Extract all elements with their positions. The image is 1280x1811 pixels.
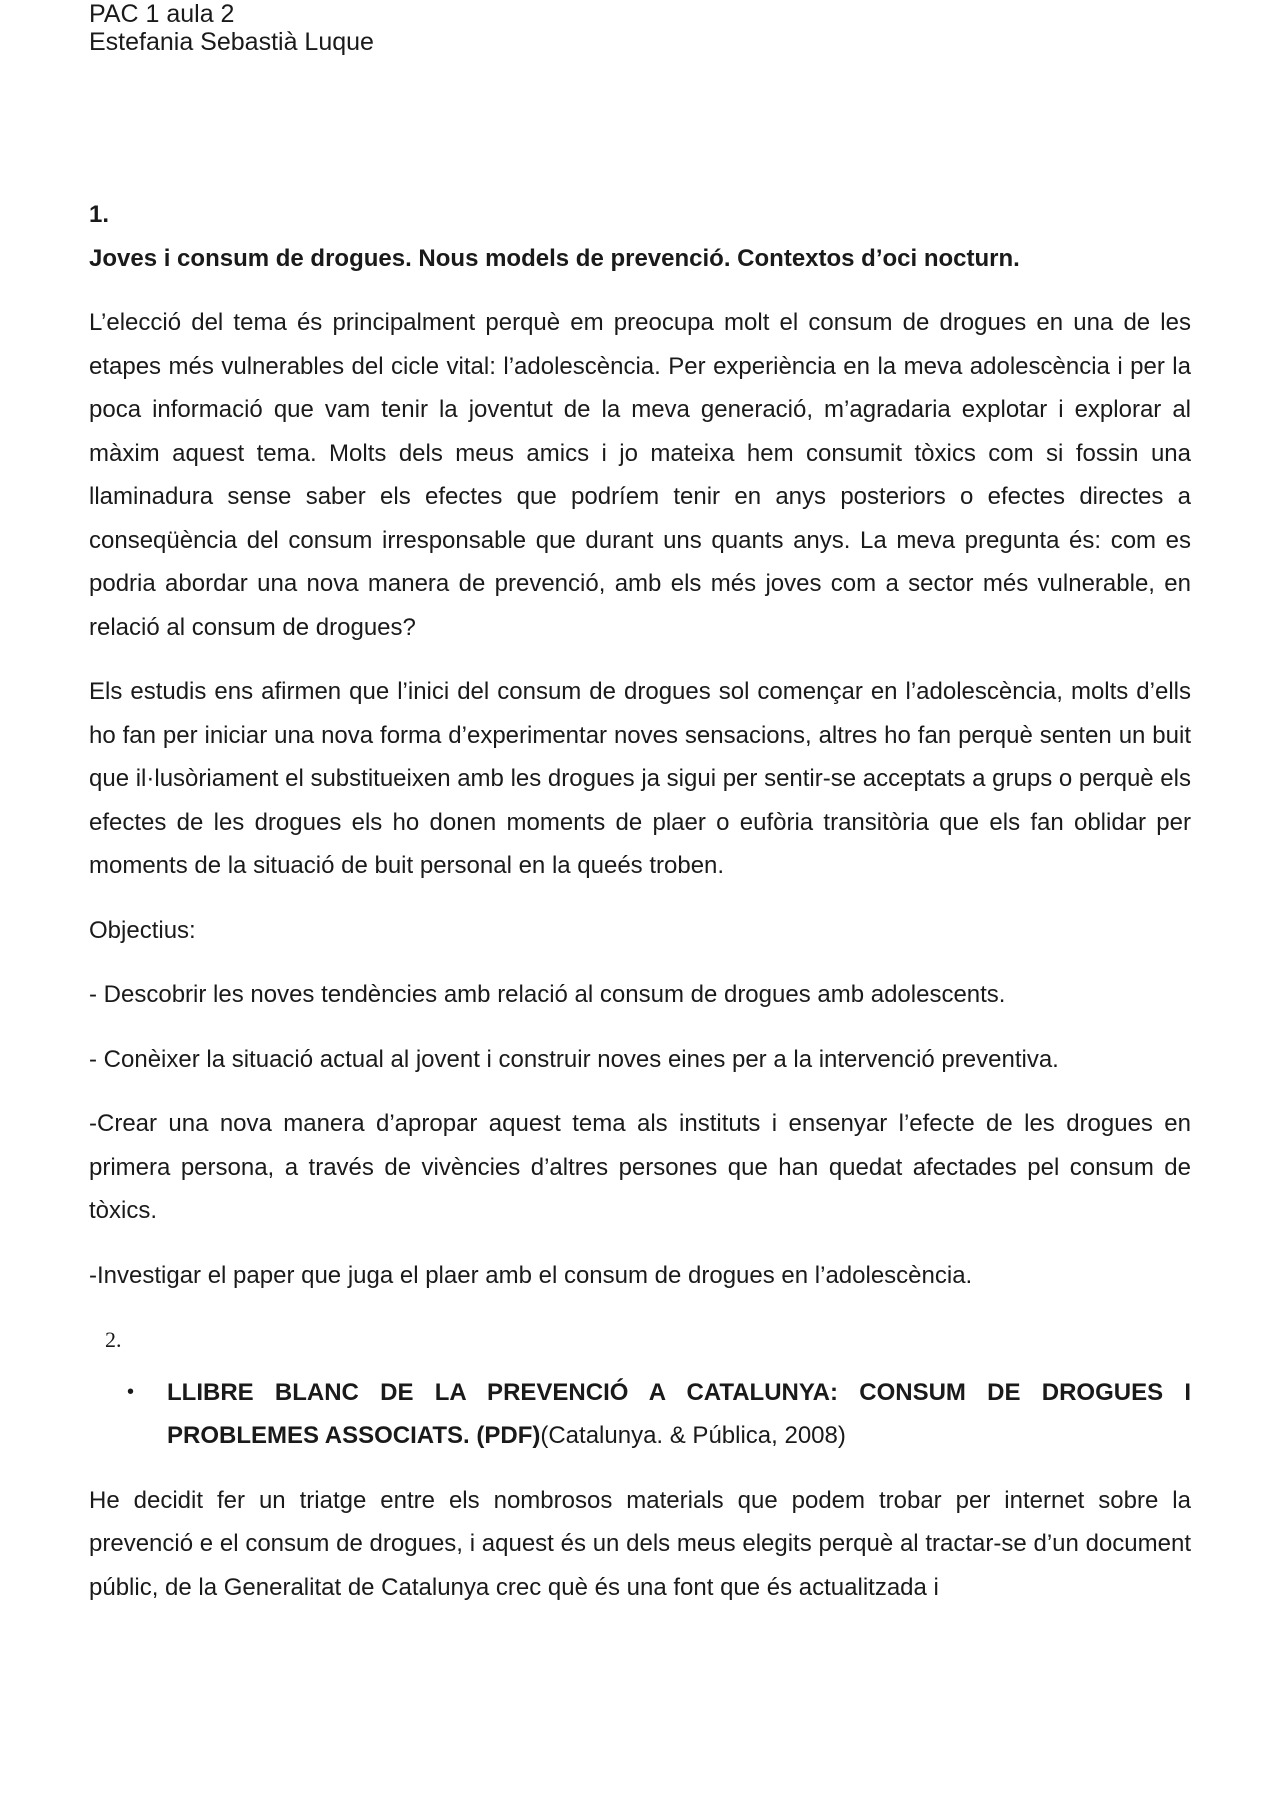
reference-citation: (Catalunya. & Pública, 2008) [540, 1422, 846, 1449]
header-author: Estefania Sebastià Luque [89, 28, 374, 56]
header-course: PAC 1 aula 2 [89, 0, 235, 28]
section-1-paragraph-2: Els estudis ens afirmen que l’inici del consum de drogues sol començar en l’adolescència, molts d’ells ho fan per iniciar una nova forma d’experimentar noves sensacions, altres ho fan perquè senten un buit que il·lusòriament el substitueixen amb les drogues ja sigui per sentir-se acceptats a grups o perquè els efectes de les drogues els ho donen moments de plaer o eufòria transitòria que els fan oblidar per moments de la situació de buit personal en la queés troben. [89, 678, 1191, 879]
reference-entry [167, 1371, 1191, 1458]
reference-title: LLIBRE BLANC DE LA PREVENCIÓ A CATALUNYA: CONSUM DE DROGUES I PROBLEMES ASSOCIATS. (PDF) [167, 1378, 1191, 1449]
section-1-title: Joves i consum de drogues. Nous models de prevenció. Contextos d’oci nocturn. [89, 244, 1020, 272]
page-header [89, 0, 374, 56]
section-1-paragraph-1: L’elecció del tema és principalment perquè em preocupa molt el consum de drogues en una de les etapes més vulnerables del cicle vital: l’adolescència. Per experiència en la meva adolescència i per la poca informació que vam tenir la joventut de la meva generació, m’agradaria explotar i explorar al màxim aquest tema. Molts dels meus amics i jo mateixa hem consumit tòxics com si fossin una llaminadura sense saber els efectes que podríem tenir en anys posteriors o efectes directes a conseqüència del consum irresponsable que durant uns quants anys. La meva pregunta és: com es podria abordar una nova manera de prevenció, amb els més joves com a sector més vulnerable, en relació al consum de drogues? [89, 309, 1191, 641]
objective-item: -Crear una nova manera d’apropar aquest tema als instituts i ensenyar l’efecte de les drogues en primera persona, a través de vivències d’altres persones que han quedat afectades pel consum de tòxics. [89, 1110, 1191, 1224]
section-2-paragraph: He decidit fer un triatge entre els nombrosos materials que podem trobar per internet sobre la prevenció e el consum de drogues, i aquest és un dels meus elegits perquè al tractar-se d’un document públic, de la Generalitat de Catalunya crec què és una font que és actualitzada i [89, 1486, 1191, 1601]
document-body [89, 193, 1191, 1630]
bullet-icon: • [127, 1380, 135, 1403]
objective-item: - Conèixer la situació actual al jovent i construir noves eines per a la intervenció preventiva. [89, 1045, 1059, 1073]
section-2-number: 2. [105, 1327, 122, 1352]
objective-item: - Descobrir les noves tendències amb relació al consum de drogues amb adolescents. [89, 981, 1006, 1008]
section-1-number: 1. [89, 201, 110, 228]
objectives-label: Objectius: [89, 916, 196, 944]
objective-item: -Investigar el paper que juga el plaer amb el consum de drogues en l’adolescència. [89, 1261, 973, 1289]
reference-bullet-item [89, 1371, 1191, 1458]
